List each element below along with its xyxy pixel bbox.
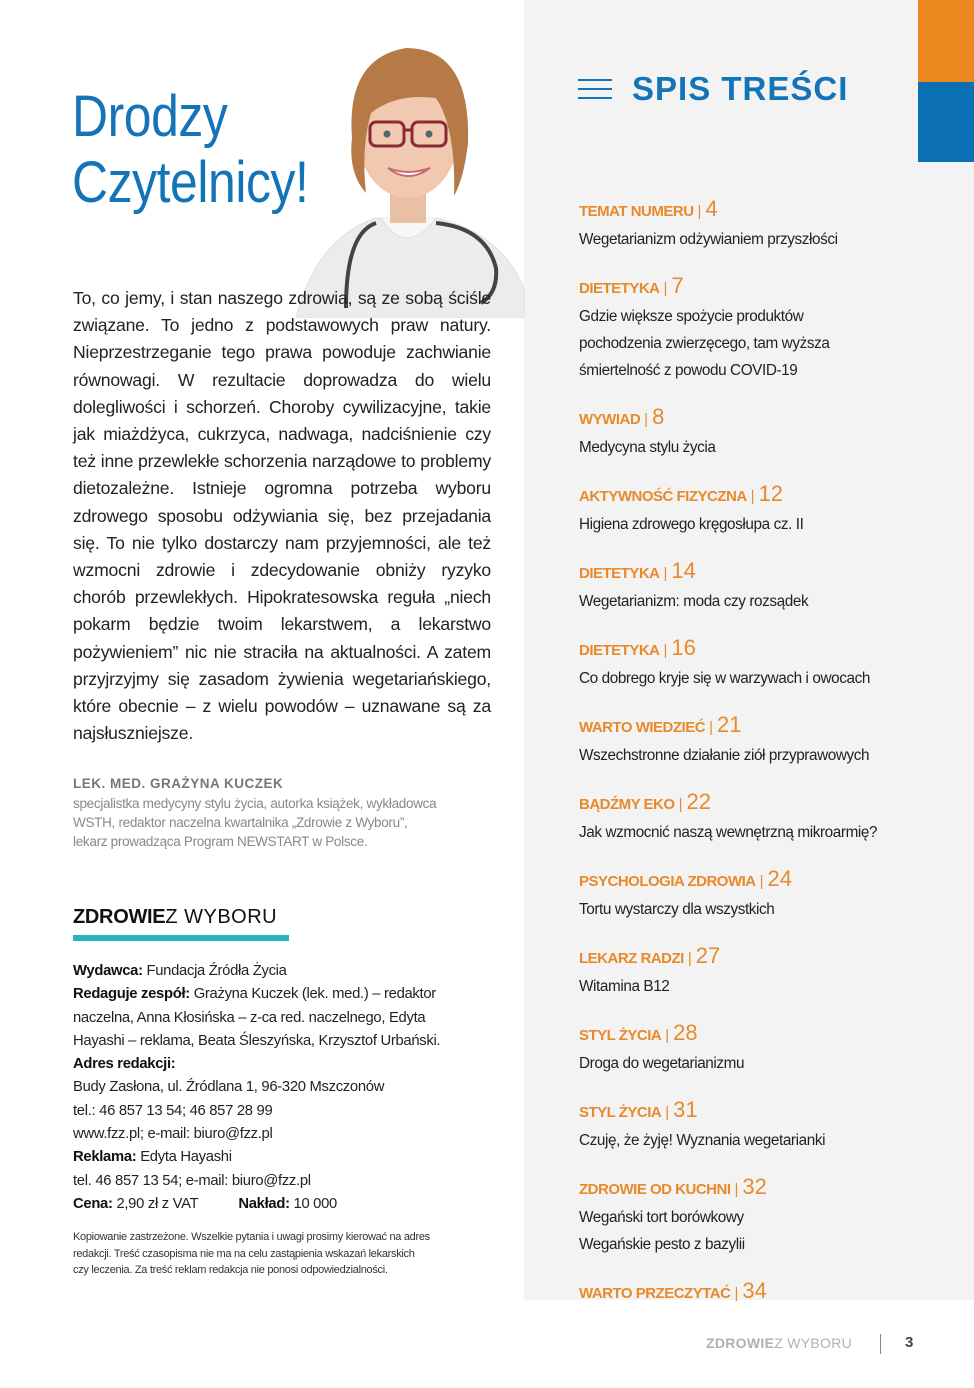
imprint <box>73 960 513 1216</box>
price-label: Cena: <box>73 1195 113 1212</box>
editorial-text <box>73 285 491 747</box>
toc-item[interactable] <box>579 273 919 384</box>
toc-separator: | <box>665 1104 670 1121</box>
toc-item-title: Wegańskie pesto z bazylii <box>579 1236 745 1253</box>
toc-category: DIETETYKA <box>579 280 660 297</box>
team-label: Redaguje zespół: <box>73 986 190 1003</box>
toc-item-heading <box>579 273 919 303</box>
toc-category: STYL ŻYCIA <box>579 1104 662 1121</box>
author-desc-line: WSTH, redaktor naczelna kwartalnika „Zdrowie z Wyboru”, <box>73 815 408 830</box>
toc-page-number: 8 <box>652 404 665 429</box>
toc-item-title: Wegański tort borówkowy <box>579 1209 744 1226</box>
toc-category: ZDROWIE OD KUCHNI <box>579 1181 731 1198</box>
toc-separator: | <box>734 1285 739 1302</box>
blue-edge-tab <box>918 82 974 162</box>
toc-item-heading <box>579 943 919 973</box>
toc-item-title: Medycyna stylu życia <box>579 439 716 456</box>
ads-contact[interactable]: tel. 46 857 13 54; e-mail: biuro@fzz.pl <box>73 1172 311 1189</box>
toc-page-number: 4 <box>705 196 718 221</box>
toc-item-heading <box>579 196 919 226</box>
toc-page-number: 7 <box>671 273 684 298</box>
toc-page-number: 16 <box>671 635 696 660</box>
toc-category: PSYCHOLOGIA ZDROWIA <box>579 873 756 890</box>
toc-item-title: Higiena zdrowego kręgosłupa cz. II <box>579 516 804 533</box>
ads-label: Reklama: <box>73 1149 137 1166</box>
toc-separator: | <box>663 280 668 297</box>
toc-item-title: Wegetarianizm: moda czy rozsądek <box>579 593 809 610</box>
toc-category: WARTO PRZECZYTAĆ <box>579 1285 731 1302</box>
footer-logo <box>706 1335 852 1351</box>
toc-item-title: Jak wzmocnić naszą wewnętrzną mikroarmię? <box>579 824 878 841</box>
toc-item-title: pochodzenia zwierzęcego, tam wyższa <box>579 335 830 352</box>
toc-category: WARTO WIEDZIEĆ <box>579 719 706 736</box>
team-value-line: Hayashi – reklama, Beata Śleszyńska, Krzysztof Urbański. <box>73 1032 441 1049</box>
circulation-label: Nakład: <box>238 1195 290 1212</box>
toc-item-title: Wszechstronne działanie ziół przyprawowych <box>579 747 870 764</box>
toc-item-heading <box>579 558 919 588</box>
toc-category: LEKARZ RADZI <box>579 950 684 967</box>
toc-item-heading <box>579 866 919 896</box>
toc-page-number: 21 <box>716 712 742 737</box>
toc-item-heading <box>579 1174 919 1204</box>
address-value: Budy Zasłona, ul. Źródlana 1, 96-320 Mszczonów <box>73 1079 385 1096</box>
toc-item-title: Tortu wystarczy dla wszystkich <box>579 901 775 918</box>
toc-category: BĄDŹMY EKO <box>579 796 675 813</box>
toc-separator: | <box>687 950 692 967</box>
footer-logo-light: Z WYBORU <box>774 1335 853 1351</box>
toc-page-number: 28 <box>673 1020 698 1045</box>
author-name: LEK. MED. GRAŻYNA KUCZEK <box>73 776 284 791</box>
toc-item-title: Witamina B12 <box>579 978 670 995</box>
publisher-label: Wydawca: <box>73 963 143 979</box>
toc-item-title: śmiertelność z powodu COVID-19 <box>579 362 798 379</box>
address-label: Adres redakcji: <box>73 1056 176 1073</box>
toc-page-number: 12 <box>758 481 784 506</box>
toc-item-heading <box>579 789 919 819</box>
web-email[interactable]: www.fzz.pl; e-mail: biuro@fzz.pl <box>73 1126 273 1143</box>
toc-item-title: Wegetarianizm odżywianiem przyszłości <box>579 231 838 248</box>
toc-item[interactable] <box>579 404 919 461</box>
toc-item-heading <box>579 1278 919 1308</box>
greeting-line-2: Czytelnicy! <box>72 150 309 215</box>
author-desc-line: lekarz prowadząca Program NEWSTART w Polsce. <box>73 834 368 849</box>
disclaimer <box>73 1229 473 1279</box>
toc-item[interactable] <box>579 712 919 769</box>
menu-lines-icon <box>578 77 612 101</box>
footer-logo-bold: ZDROWIE <box>706 1335 775 1351</box>
toc-page-number: 31 <box>673 1097 698 1122</box>
toc-separator: | <box>663 642 668 659</box>
toc-separator: | <box>709 719 713 736</box>
toc-separator: | <box>644 411 649 428</box>
toc-separator: | <box>750 488 755 505</box>
ads-value: Edyta Hayashi <box>140 1149 232 1166</box>
toc-title: SPIS TREŚCI <box>632 70 849 107</box>
toc-item[interactable] <box>579 635 919 692</box>
logo-underline <box>73 935 289 941</box>
toc-separator: | <box>665 1027 670 1044</box>
toc-separator: | <box>759 873 764 890</box>
toc-item[interactable] <box>579 1174 919 1258</box>
disclaimer-line: czy leczenia. Za treść reklam redakcja nie ponosi odpowiedzialności. <box>73 1264 388 1276</box>
footer-divider <box>880 1334 881 1354</box>
toc-item-heading <box>579 712 919 742</box>
toc-item-title: Co dobrego kryje się w warzywach i owocach <box>579 670 870 687</box>
toc-item[interactable] <box>579 1278 919 1308</box>
toc-header <box>578 70 848 108</box>
toc-category: WYWIAD <box>579 411 641 428</box>
publisher-value: Fundacja Źródła Życia <box>146 963 287 979</box>
phone-numbers: tel.: 46 857 13 54; 46 857 28 99 <box>73 1102 273 1119</box>
toc-item-heading <box>579 1097 919 1127</box>
doctor-portrait <box>286 18 526 318</box>
author-description <box>73 794 503 851</box>
magazine-logo <box>73 906 277 929</box>
toc-item-heading <box>579 1020 919 1050</box>
circulation-value: 10 000 <box>293 1195 337 1212</box>
toc-item[interactable] <box>579 481 919 538</box>
toc-list <box>579 196 919 1328</box>
toc-page-number: 27 <box>695 943 721 968</box>
toc-category: AKTYWNOŚĆ FIZYCZNA <box>579 488 747 505</box>
team-value: Grażyna Kuczek (lek. med.) – redaktor <box>193 986 436 1003</box>
editorial-paragraph: To, co jemy, i stan naszego zdrowia, są ze sobą ściśle związane. To jedno z podstawowych praw natury. Nieprzestrzeganie tego prawa powoduje zachwianie równowagi. W rezultacie doprowadza do wielu dolegliwości i schorzeń. Choroby cywilizacyjne, takie jak miażdżyca, cukrzyca, nadwaga, nadciśnienie czy też inne przewlekłe schorzenia narządowe to problemy dietozależne. Istnieje ogromna potrzeba wyboru zdrowego sposobu odżywiania się, bez przejadania się. To nie tylko dostarczy nam przyjemności, ale też wzmocni zdrowie i zdecydowanie obniży ryzyko chorób przewlekłych. Hipokratesowska reguła „niech pokarm będzie twoim lekarstwem, a lekarstwo pożywieniem” nic nie straciła na aktualności. A zatem przyjrzyjmy się zasadom żywienia wegetariańskiego, które obecnie – z wielu powodów – uznawane są za najsłuszniejsze. <box>73 288 491 744</box>
toc-separator: | <box>678 796 683 813</box>
toc-page-number: 32 <box>742 1174 767 1199</box>
toc-item[interactable] <box>579 866 919 923</box>
toc-page-number: 22 <box>686 789 711 814</box>
toc-item[interactable] <box>579 789 919 846</box>
disclaimer-line: Kopiowanie zastrzeżone. Wszelkie pytania i uwagi prosimy kierować na adres <box>73 1231 430 1243</box>
toc-item-heading <box>579 481 919 511</box>
toc-item[interactable] <box>579 196 919 253</box>
toc-item[interactable] <box>579 558 919 615</box>
toc-item-heading <box>579 404 919 434</box>
toc-item[interactable] <box>579 1097 919 1154</box>
toc-item-title: Czuję, że żyję! Wyznania wegetarianki <box>579 1132 826 1149</box>
toc-separator: | <box>734 1181 739 1198</box>
toc-item-title: Gdzie większe spożycie produktów <box>579 308 804 325</box>
toc-category: STYL ŻYCIA <box>579 1027 662 1044</box>
toc-category: TEMAT NUMERU <box>579 203 694 220</box>
logo-bold: ZDROWIE <box>73 906 166 928</box>
disclaimer-line: redakcji. Treść czasopisma nie ma na celu zastąpienia wskazań lekarskich <box>73 1247 415 1260</box>
toc-page-number: 34 <box>742 1278 767 1303</box>
page-number: 3 <box>905 1334 914 1351</box>
toc-category: DIETETYKA <box>579 565 660 582</box>
author-desc-line: specjalistka medycyny stylu życia, autorka książek, wykładowca <box>73 796 437 811</box>
team-value-line: naczelna, Anna Kłosińska – z-ca red. naczelnego, Edyta <box>73 1009 426 1026</box>
price-value: 2,90 zł z VAT <box>116 1195 199 1212</box>
toc-category: DIETETYKA <box>579 642 660 659</box>
toc-page-number: 24 <box>767 866 792 891</box>
logo-light: Z WYBORU <box>165 906 278 928</box>
toc-separator: | <box>697 203 702 220</box>
toc-item-heading <box>579 635 919 665</box>
toc-item-title: Droga do wegetarianizmu <box>579 1055 745 1072</box>
toc-page-number: 14 <box>671 558 696 583</box>
toc-item[interactable] <box>579 1020 919 1077</box>
greeting-line-1: Drodzy <box>72 84 228 149</box>
orange-edge-tab <box>918 0 974 82</box>
toc-item[interactable] <box>579 943 919 1000</box>
toc-separator: | <box>663 565 668 582</box>
greeting-heading <box>72 84 308 216</box>
